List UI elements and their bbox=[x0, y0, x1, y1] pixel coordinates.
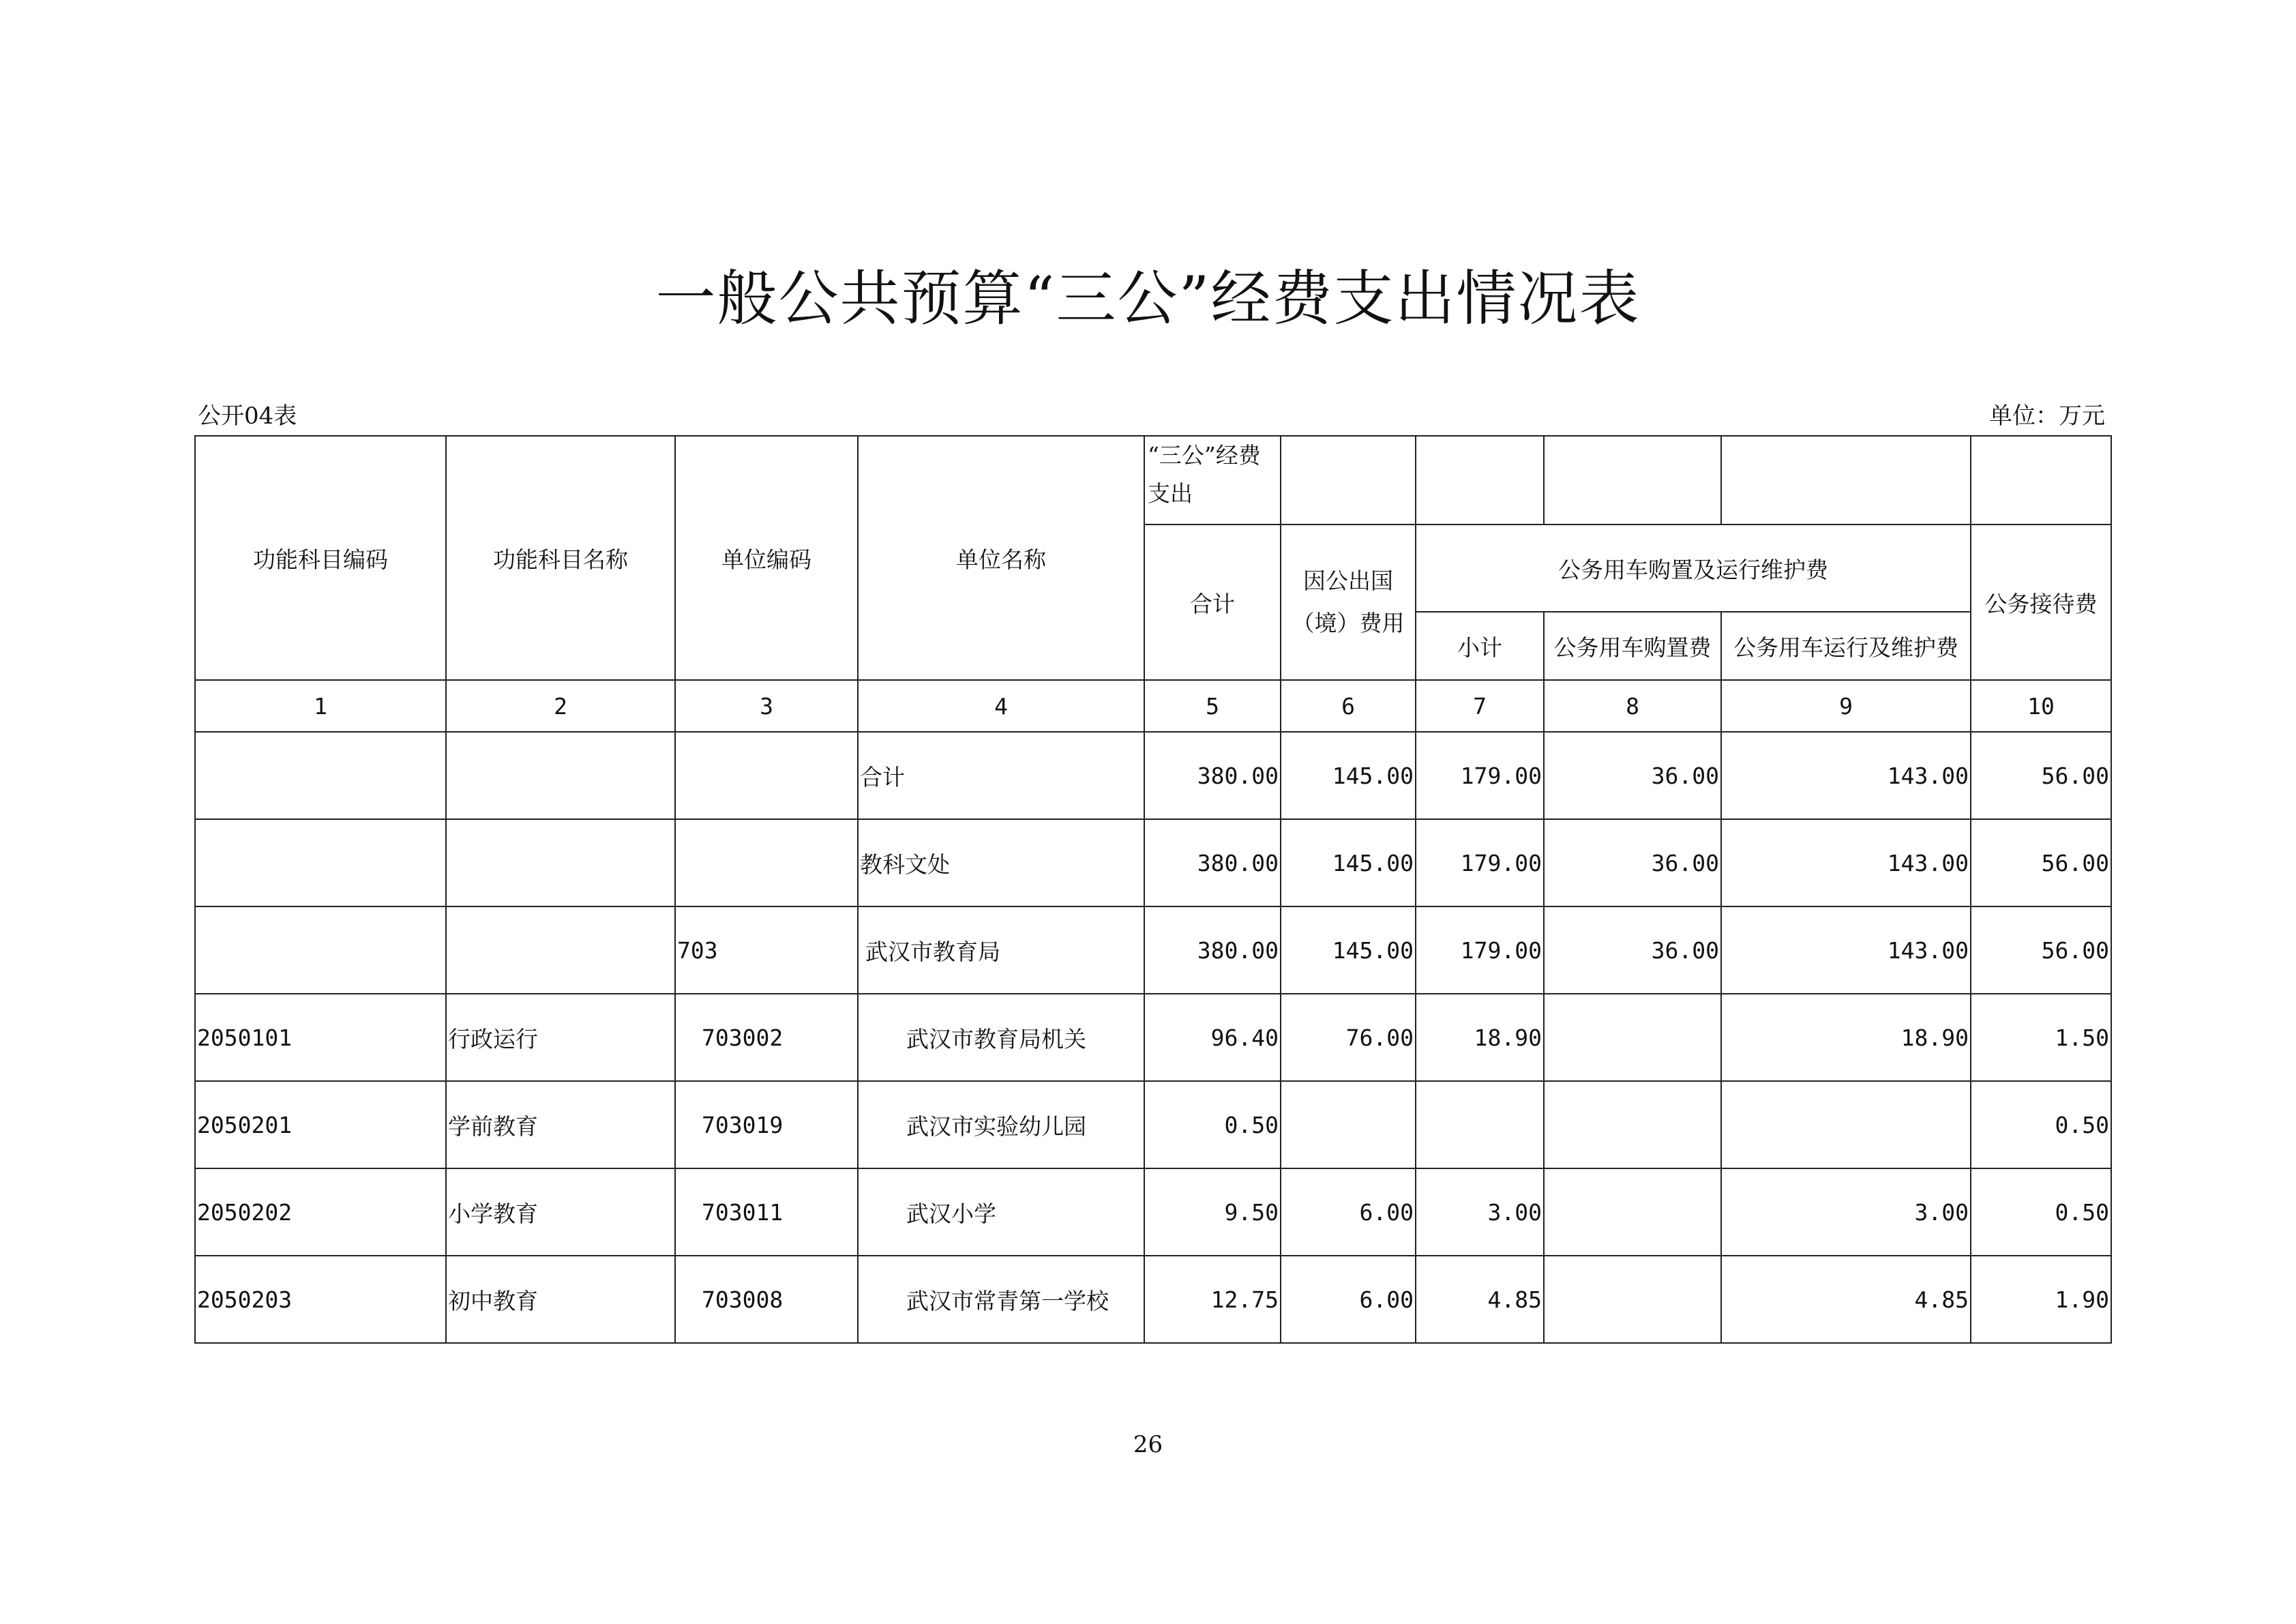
cell-running: 3.00 bbox=[1721, 1168, 1971, 1256]
table-row bbox=[195, 1081, 2111, 1168]
cell-running: 143.00 bbox=[1721, 732, 1971, 819]
header-subtotal: 小计 bbox=[1416, 612, 1544, 680]
page-number: 26 bbox=[1133, 1431, 1163, 1458]
cell-total: 380.00 bbox=[1144, 906, 1281, 994]
cell-func-name bbox=[446, 819, 675, 906]
cell-func-code: 2050203 bbox=[195, 1256, 446, 1343]
cell-total: 0.50 bbox=[1144, 1081, 1281, 1168]
col-number: 8 bbox=[1544, 680, 1721, 732]
col-number: 4 bbox=[858, 680, 1144, 732]
col-number: 7 bbox=[1416, 680, 1544, 732]
cell-total: 96.40 bbox=[1144, 994, 1281, 1081]
cell-subtotal: 4.85 bbox=[1416, 1256, 1544, 1343]
cell-unit-code: 703002 bbox=[675, 994, 858, 1081]
header-vehicle-running: 公务用车运行及维护费 bbox=[1721, 612, 1971, 680]
col-number: 6 bbox=[1281, 680, 1416, 732]
cell-subtotal: 179.00 bbox=[1416, 732, 1544, 819]
cell-unit-code: 703019 bbox=[675, 1081, 858, 1168]
cell-unit-name: 武汉市教育局 bbox=[858, 906, 1144, 994]
cell-abroad: 145.00 bbox=[1281, 906, 1416, 994]
cell-total: 380.00 bbox=[1144, 819, 1281, 906]
header-blank bbox=[1281, 436, 1416, 525]
cell-abroad: 6.00 bbox=[1281, 1256, 1416, 1343]
cell-func-code bbox=[195, 906, 446, 994]
header-blank bbox=[1721, 436, 1971, 525]
cell-total: 9.50 bbox=[1144, 1168, 1281, 1256]
page-title: 一般公共预算“三公”经费支出情况表 bbox=[655, 263, 1641, 334]
cell-unit-name: 合计 bbox=[858, 732, 1144, 819]
col-number: 1 bbox=[195, 680, 446, 732]
cell-purchase bbox=[1544, 994, 1721, 1081]
cell-running bbox=[1721, 1081, 1971, 1168]
cell-reception: 56.00 bbox=[1971, 732, 2111, 819]
unit-label: 单位：万元 bbox=[1989, 402, 2105, 430]
col-number: 9 bbox=[1721, 680, 1971, 732]
cell-abroad: 6.00 bbox=[1281, 1168, 1416, 1256]
cell-unit-name: 武汉市常青第一学校 bbox=[858, 1256, 1144, 1343]
table-row bbox=[195, 994, 2111, 1081]
table-row bbox=[195, 1256, 2111, 1343]
cell-unit-name: 武汉小学 bbox=[858, 1168, 1144, 1256]
cell-running: 18.90 bbox=[1721, 994, 1971, 1081]
cell-unit-name: 武汉市教育局机关 bbox=[858, 994, 1144, 1081]
cell-purchase bbox=[1544, 1081, 1721, 1168]
cell-abroad: 76.00 bbox=[1281, 994, 1416, 1081]
cell-purchase: 36.00 bbox=[1544, 906, 1721, 994]
cell-running: 143.00 bbox=[1721, 906, 1971, 994]
header-unit-name: 单位名称 bbox=[858, 436, 1144, 680]
header-blank bbox=[1544, 436, 1721, 525]
header-reception: 公务接待费 bbox=[1971, 525, 2111, 680]
header-row-1 bbox=[195, 436, 2111, 525]
cell-abroad bbox=[1281, 1081, 1416, 1168]
table-row bbox=[195, 1168, 2111, 1256]
cell-unit-name: 武汉市实验幼儿园 bbox=[858, 1081, 1144, 1168]
cell-unit-code: 703 bbox=[675, 906, 858, 994]
col-number: 3 bbox=[675, 680, 858, 732]
cell-subtotal: 18.90 bbox=[1416, 994, 1544, 1081]
cell-subtotal: 3.00 bbox=[1416, 1168, 1544, 1256]
cell-reception: 0.50 bbox=[1971, 1168, 2111, 1256]
cell-purchase bbox=[1544, 1256, 1721, 1343]
cell-func-code: 2050202 bbox=[195, 1168, 446, 1256]
cell-subtotal bbox=[1416, 1081, 1544, 1168]
cell-func-name: 学前教育 bbox=[446, 1081, 675, 1168]
header-func-code: 功能科目编码 bbox=[195, 436, 446, 680]
cell-func-code: 2050201 bbox=[195, 1081, 446, 1168]
cell-subtotal: 179.00 bbox=[1416, 819, 1544, 906]
cell-purchase: 36.00 bbox=[1544, 819, 1721, 906]
cell-total: 12.75 bbox=[1144, 1256, 1281, 1343]
cell-purchase: 36.00 bbox=[1544, 732, 1721, 819]
cell-purchase bbox=[1544, 1168, 1721, 1256]
header-unit-code: 单位编码 bbox=[675, 436, 858, 680]
col-number: 2 bbox=[446, 680, 675, 732]
table-row bbox=[195, 819, 2111, 906]
cell-func-code: 2050101 bbox=[195, 994, 446, 1081]
cell-func-name: 初中教育 bbox=[446, 1256, 675, 1343]
table-row bbox=[195, 906, 2111, 994]
table-code: 公开04表 bbox=[198, 402, 297, 430]
header-abroad: 因公出国（境）费用 bbox=[1281, 525, 1416, 680]
cell-func-name bbox=[446, 906, 675, 994]
cell-func-code bbox=[195, 819, 446, 906]
header-vehicle-group: 公务用车购置及运行维护费 bbox=[1416, 525, 1971, 612]
column-number-row bbox=[195, 680, 2111, 732]
cell-unit-code: 703008 bbox=[675, 1256, 858, 1343]
header-func-name: 功能科目名称 bbox=[446, 436, 675, 680]
header-blank bbox=[1971, 436, 2111, 525]
cell-func-name: 行政运行 bbox=[446, 994, 675, 1081]
col-number: 5 bbox=[1144, 680, 1281, 732]
cell-subtotal: 179.00 bbox=[1416, 906, 1544, 994]
cell-running: 4.85 bbox=[1721, 1256, 1971, 1343]
cell-reception: 56.00 bbox=[1971, 906, 2111, 994]
cell-running: 143.00 bbox=[1721, 819, 1971, 906]
cell-func-name bbox=[446, 732, 675, 819]
expense-table bbox=[194, 435, 2112, 1344]
cell-func-name: 小学教育 bbox=[446, 1168, 675, 1256]
cell-unit-code: 703011 bbox=[675, 1168, 858, 1256]
cell-abroad: 145.00 bbox=[1281, 819, 1416, 906]
cell-unit-name: 教科文处 bbox=[858, 819, 1144, 906]
header-blank bbox=[1416, 436, 1544, 525]
cell-reception: 0.50 bbox=[1971, 1081, 2111, 1168]
header-vehicle-purchase: 公务用车购置费 bbox=[1544, 612, 1721, 680]
cell-reception: 56.00 bbox=[1971, 819, 2111, 906]
header-sangong: “三公”经费支出 bbox=[1144, 436, 1281, 525]
cell-total: 380.00 bbox=[1144, 732, 1281, 819]
cell-func-code bbox=[195, 732, 446, 819]
cell-unit-code bbox=[675, 732, 858, 819]
col-number: 10 bbox=[1971, 680, 2111, 732]
cell-abroad: 145.00 bbox=[1281, 732, 1416, 819]
cell-reception: 1.50 bbox=[1971, 994, 2111, 1081]
table-row bbox=[195, 732, 2111, 819]
cell-reception: 1.90 bbox=[1971, 1256, 2111, 1343]
cell-unit-code bbox=[675, 819, 858, 906]
header-total: 合计 bbox=[1144, 525, 1281, 680]
